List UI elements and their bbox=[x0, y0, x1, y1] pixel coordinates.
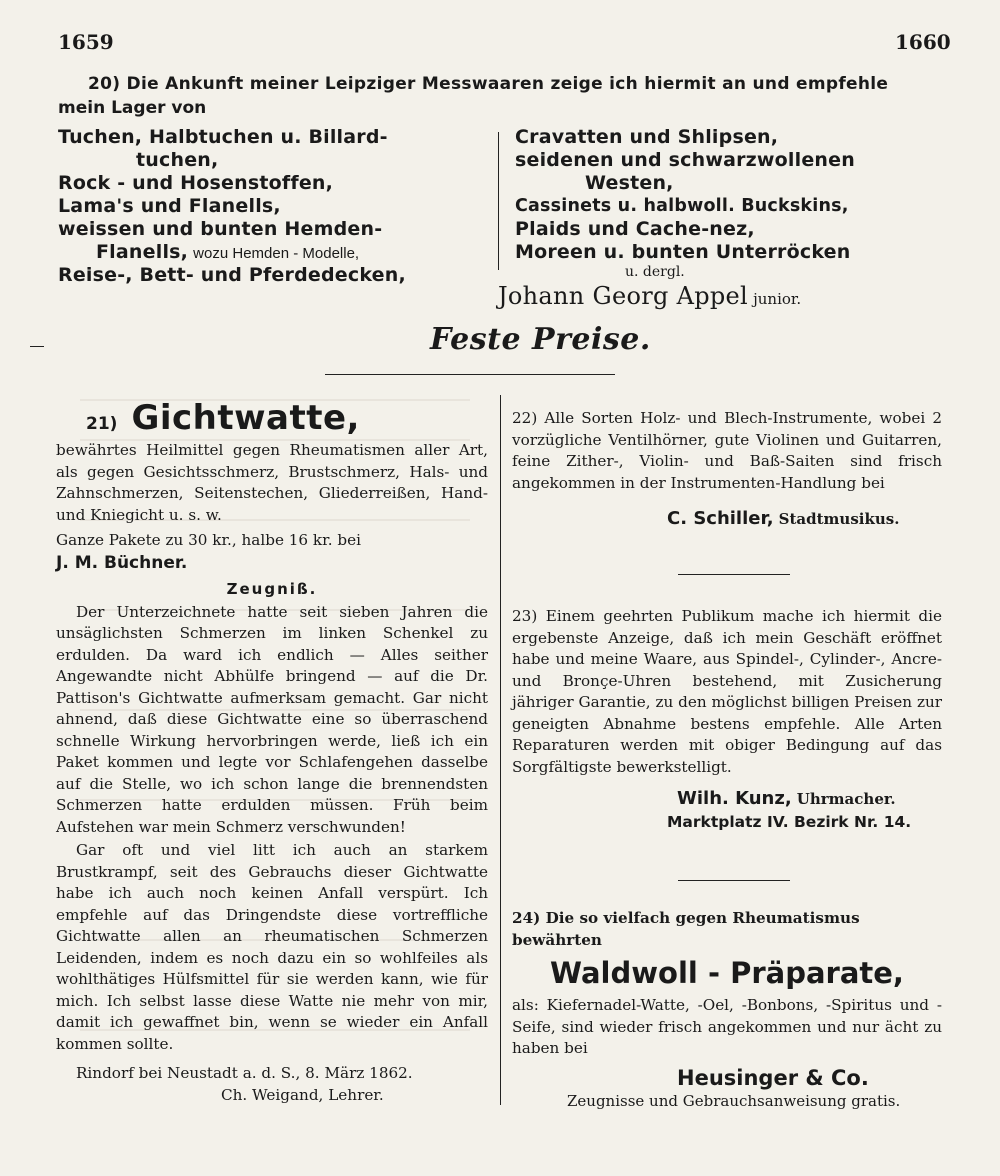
ad21-signer: Ch. Weigand, Lehrer. bbox=[221, 1085, 384, 1104]
ad-23 bbox=[512, 606, 942, 831]
ad24-title: Waldwoll - Präparate, bbox=[550, 956, 904, 990]
ad23-text: 23) Einem geehrten Publikum mache ich hiermit die ergebenste Anzeige, daß ich mein Geschäft eröffnet habe und meine Waare, aus Spindel-, Cylinder-, Ancre- und Bronçe-Uhren bestehend, mit Zusicherung jähriger Garantie, zu den möglichst billigen Preisen zur geneigten Abnahme bestens empfehle. Alle Arten Reparaturen werden mit obiger Bedingung auf das Sorgfältigste bewerkstelligt. bbox=[512, 607, 942, 776]
ad20-left-item: tuchen, bbox=[136, 149, 219, 171]
divider-22-23 bbox=[678, 574, 790, 575]
ad21-number: 21) bbox=[86, 414, 118, 434]
ad20-right-item: seidenen und schwarzwollenen bbox=[515, 149, 855, 171]
ad21-description: bewährtes Heilmittel gegen Rheumatismen aller Art, als gegen Gesichtsschmerz, Brustschmerz, Hals- und Zahnschmerzen, Seitenstechen, Gliederreißen, Hand- und Kniegicht u. s. w. bbox=[56, 441, 488, 524]
ad21-heading bbox=[86, 398, 488, 438]
ad22-text: 22) Alle Sorten Holz- und Blech-Instrumente, wobei 2 vorzügliche Ventilhörner, gute Violinen und Guitarren, feine Zither-, Violin- und Baß-Saiten sind frisch angekommen in der Instrumenten-Handlung bei bbox=[512, 409, 942, 492]
page-number-right: 1660 bbox=[895, 30, 951, 54]
ad20-left-item: Tuchen, Halbtuchen u. Billard- bbox=[58, 126, 388, 148]
ad24-signature: Heusinger & Co. bbox=[677, 1065, 869, 1090]
ad20-right-note: u. dergl. bbox=[625, 264, 685, 280]
ad20-right-column bbox=[515, 126, 955, 280]
ad23-signature-line bbox=[512, 788, 942, 809]
ad20-intro-line2: mein Lager von bbox=[58, 98, 207, 118]
ad21-paragraph-1: Der Unterzeichnete hatte seit sieben Jahren die unsäglichsten Schmerzen im linken Schenkel zu erdulden. Da ward ich endlich — Alles seither Angewandte nicht Abhülfe bringend — auf die Dr. Pattison's Gichtwatte aufmerksam gemacht. Gar nicht ahnend, daß diese Gichtwatte eine so überraschend schnelle Wirkung hervorbringen werde, ließ ich ein Paket kommen und legte vor Schlafengehen dasselbe auf die Stelle, wo ich schon lange die brennendsten Schmerzen hatte erdulden müssen. Früh beim Aufstehen war mein Schmerz verschwunden! bbox=[56, 602, 488, 836]
ad20-left-column bbox=[58, 126, 488, 287]
ad20-left-item: weissen und bunten Hemden- bbox=[58, 218, 383, 240]
ad20-right-item: Westen, bbox=[585, 172, 674, 194]
ad21-seller: J. M. Büchner. bbox=[56, 552, 188, 573]
ad20-signature-line bbox=[498, 282, 801, 310]
ad21-paragraph-2: Gar oft und viel litt ich auch an starkem Brustkrampf, seit des Gebrauchs dieser Gichtwatte habe ich auch noch keinen Anfall verspürt. Ich empfehle auf das Dringendste diese vortreffliche Gichtwatte allen an rheumatischen Schmerzen Leidenden, indem es noch dazu ein so wohlfeiles als wohlthätiges Hülfsmittel für sie werden kann, wie für mich. Ich selbst lasse diese Watte nie mehr von mir, damit ich gewaffnet bin, wenn se wieder ein Anfall kommen sollte. bbox=[56, 841, 488, 1053]
ad20-intro-line1: 20) Die Ankunft meiner Leipziger Messwaaren zeige ich hiermit an und empfehle bbox=[88, 74, 889, 94]
ad24-note: Zeugnisse und Gebrauchsanweisung gratis. bbox=[567, 1091, 901, 1110]
ad21-testimonial-heading: Zeugniß. bbox=[226, 579, 318, 598]
ad22-signature: C. Schiller, bbox=[667, 508, 774, 529]
section-divider bbox=[325, 374, 615, 375]
ad-24 bbox=[512, 908, 942, 1110]
column-divider bbox=[500, 395, 501, 1105]
ad20-flanells: Flanells, bbox=[96, 241, 189, 263]
ad20-flanells-line bbox=[58, 241, 488, 264]
ad20-left-item: Rock - und Hosenstoffen, bbox=[58, 172, 334, 194]
ad20-column-divider bbox=[498, 132, 499, 270]
ad20-right-item: Cravatten und Shlipsen, bbox=[515, 126, 779, 148]
ad22-signature-line bbox=[512, 508, 942, 529]
ad20-left-last: Reise-, Bett- und Pferdedecken, bbox=[58, 264, 406, 286]
ad21-price: Ganze Pakete zu 30 kr., halbe 16 kr. bei bbox=[56, 531, 361, 549]
ad-21 bbox=[56, 398, 488, 1106]
ad21-place-date: Rindorf bei Neustadt a. d. S., 8. März 1862. bbox=[76, 1064, 413, 1082]
ad20-signature-suffix: junior. bbox=[753, 290, 802, 308]
ad21-title: Gichtwatte, bbox=[131, 398, 360, 438]
page-number-left: 1659 bbox=[58, 30, 114, 54]
ad23-signature: Wilh. Kunz, bbox=[677, 788, 792, 809]
ad20-right-item: Cassinets u. halbwoll. Buckskins, bbox=[515, 196, 849, 216]
ad20-right-item: Plaids und Cache-nez, bbox=[515, 218, 755, 240]
ad20-fixed-prices: Feste Preise. bbox=[430, 322, 651, 357]
ad20-flanells-note: wozu Hemden - Modelle, bbox=[193, 245, 360, 262]
ad20-signature: Johann Georg Appel bbox=[498, 282, 749, 310]
ad23-address: Marktplatz IV. Bezirk Nr. 14. bbox=[667, 813, 912, 831]
ad20-left-item: Lama's und Flanells, bbox=[58, 195, 281, 217]
ad24-intro: 24) Die so vielfach gegen Rheumatismus bewährten bbox=[512, 909, 860, 949]
ad20-right-item: Moreen u. bunten Unterröcken bbox=[515, 241, 851, 263]
ad23-title: Uhrmacher. bbox=[796, 790, 896, 808]
ad-22 bbox=[512, 408, 942, 529]
divider-23-24 bbox=[678, 880, 790, 881]
ad22-title: Stadtmusikus. bbox=[778, 510, 900, 528]
margin-tick bbox=[30, 346, 44, 347]
ad24-text: als: Kiefernadel-Watte, -Oel, -Bonbons, -Spiritus und -Seife, sind wieder frisch angekommen und nur ächt zu haben bei bbox=[512, 996, 942, 1057]
